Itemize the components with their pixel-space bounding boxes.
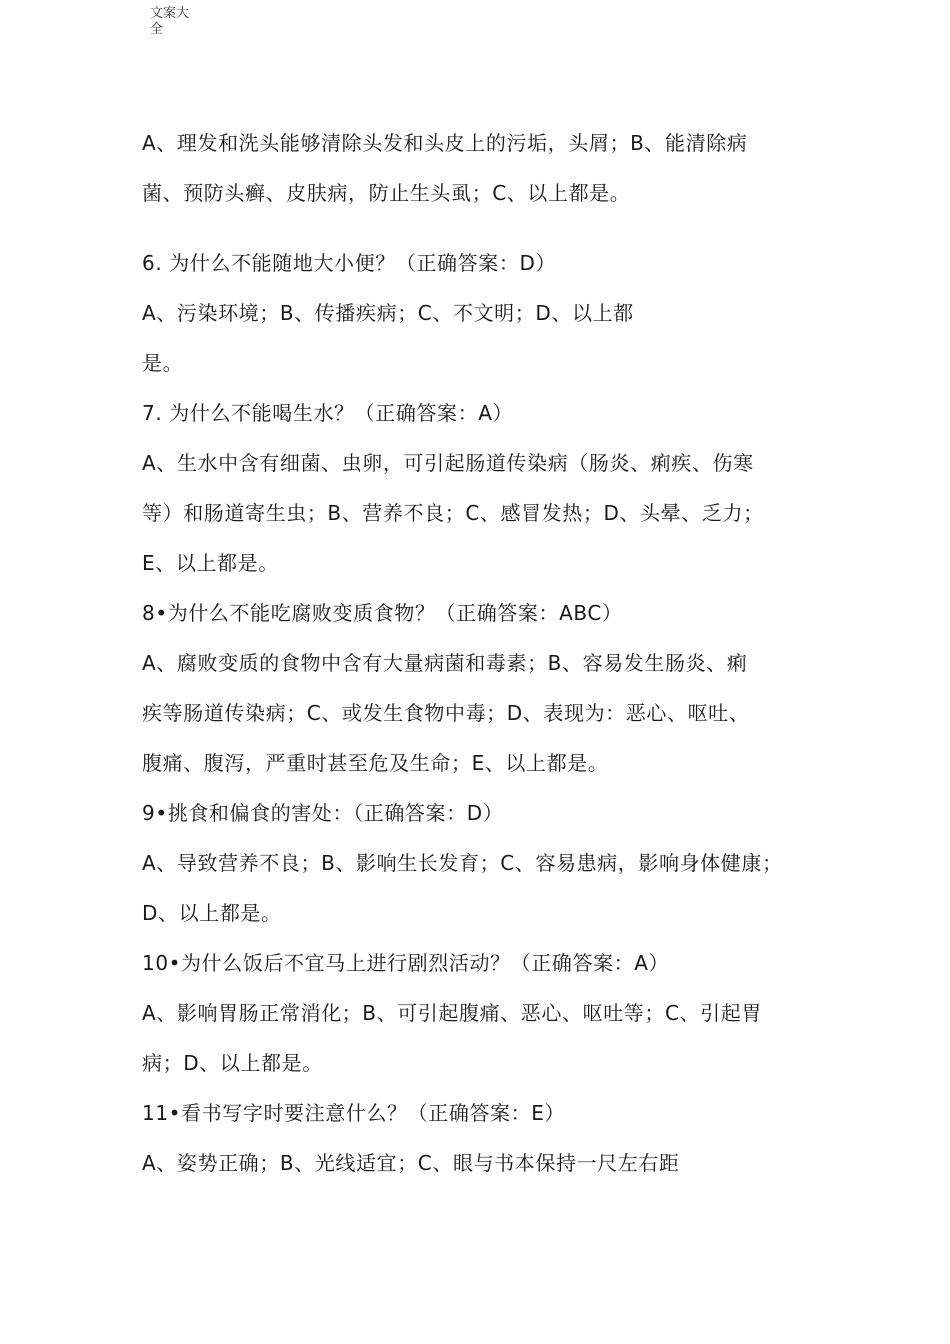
question-7: 7. 为什么不能喝生水？（正确答案：A） <box>142 401 514 425</box>
paragraph-gap <box>142 218 822 238</box>
question-8-options-line-2: 疾等肠道传染病；C、或发生食物中毒；D、表现为：恶心、呕吐、 <box>142 701 750 725</box>
question-7-options-line-2: 等）和肠道寄生虫；B、营养不良；C、感冒发热；D、头晕、乏力； <box>142 501 764 525</box>
question-7-options-line-3: E、以上都是。 <box>142 551 279 575</box>
answer-options-prev-line-1: A、理发和洗头能够清除头发和头皮上的污垢，头屑；B、能清除病 <box>142 131 748 155</box>
document-body <box>142 118 822 1188</box>
question-9: 9•挑食和偏食的害处：（正确答案：D） <box>142 801 504 825</box>
question-6-options-line-1: A、污染环境；B、传播疾病；C、不文明；D、以上都 <box>142 301 634 325</box>
answer-options-prev-line-2: 菌、预防头癣、皮肤病，防止生头虱；C、以上都是。 <box>142 181 631 205</box>
question-9-options-line-1: A、导致营养不良；B、影响生长发育；C、容易患病，影响身体健康； <box>142 851 783 875</box>
header-text: 文案大全 <box>150 6 190 37</box>
question-7-options-line-1: A、生水中含有细菌、虫卵，可引起肠道传染病（肠炎、痢疾、伤寒 <box>142 451 754 475</box>
question-10: 10•为什么饭后不宜马上进行剧烈活动？（正确答案：A） <box>142 951 670 975</box>
question-6-options-line-2: 是。 <box>142 351 184 375</box>
question-10-options-line-2: 病；D、以上都是。 <box>142 1051 323 1075</box>
question-10-options-line-1: A、影响胃肠正常消化；B、可引起腹痛、恶心、呕吐等；C、引起胃 <box>142 1001 762 1025</box>
question-8-options-line-3: 腹痛、腹泻，严重时甚至危及生命；E、以上都是。 <box>142 751 609 775</box>
question-11: 11•看书写字时要注意什么？（正确答案：E） <box>142 1101 566 1125</box>
question-9-options-line-2: D、以上都是。 <box>142 901 282 925</box>
question-11-options-line-1: A、姿势正确；B、光线适宜；C、眼与书本保持一尺左右距 <box>142 1151 680 1175</box>
question-8: 8•为什么不能吃腐败变质食物？（正确答案：ABC） <box>142 601 623 625</box>
question-6: 6. 为什么不能随地大小便？（正确答案：D） <box>142 251 557 275</box>
question-8-options-line-1: A、腐败变质的食物中含有大量病菌和毒素；B、容易发生肠炎、痢 <box>142 651 748 675</box>
